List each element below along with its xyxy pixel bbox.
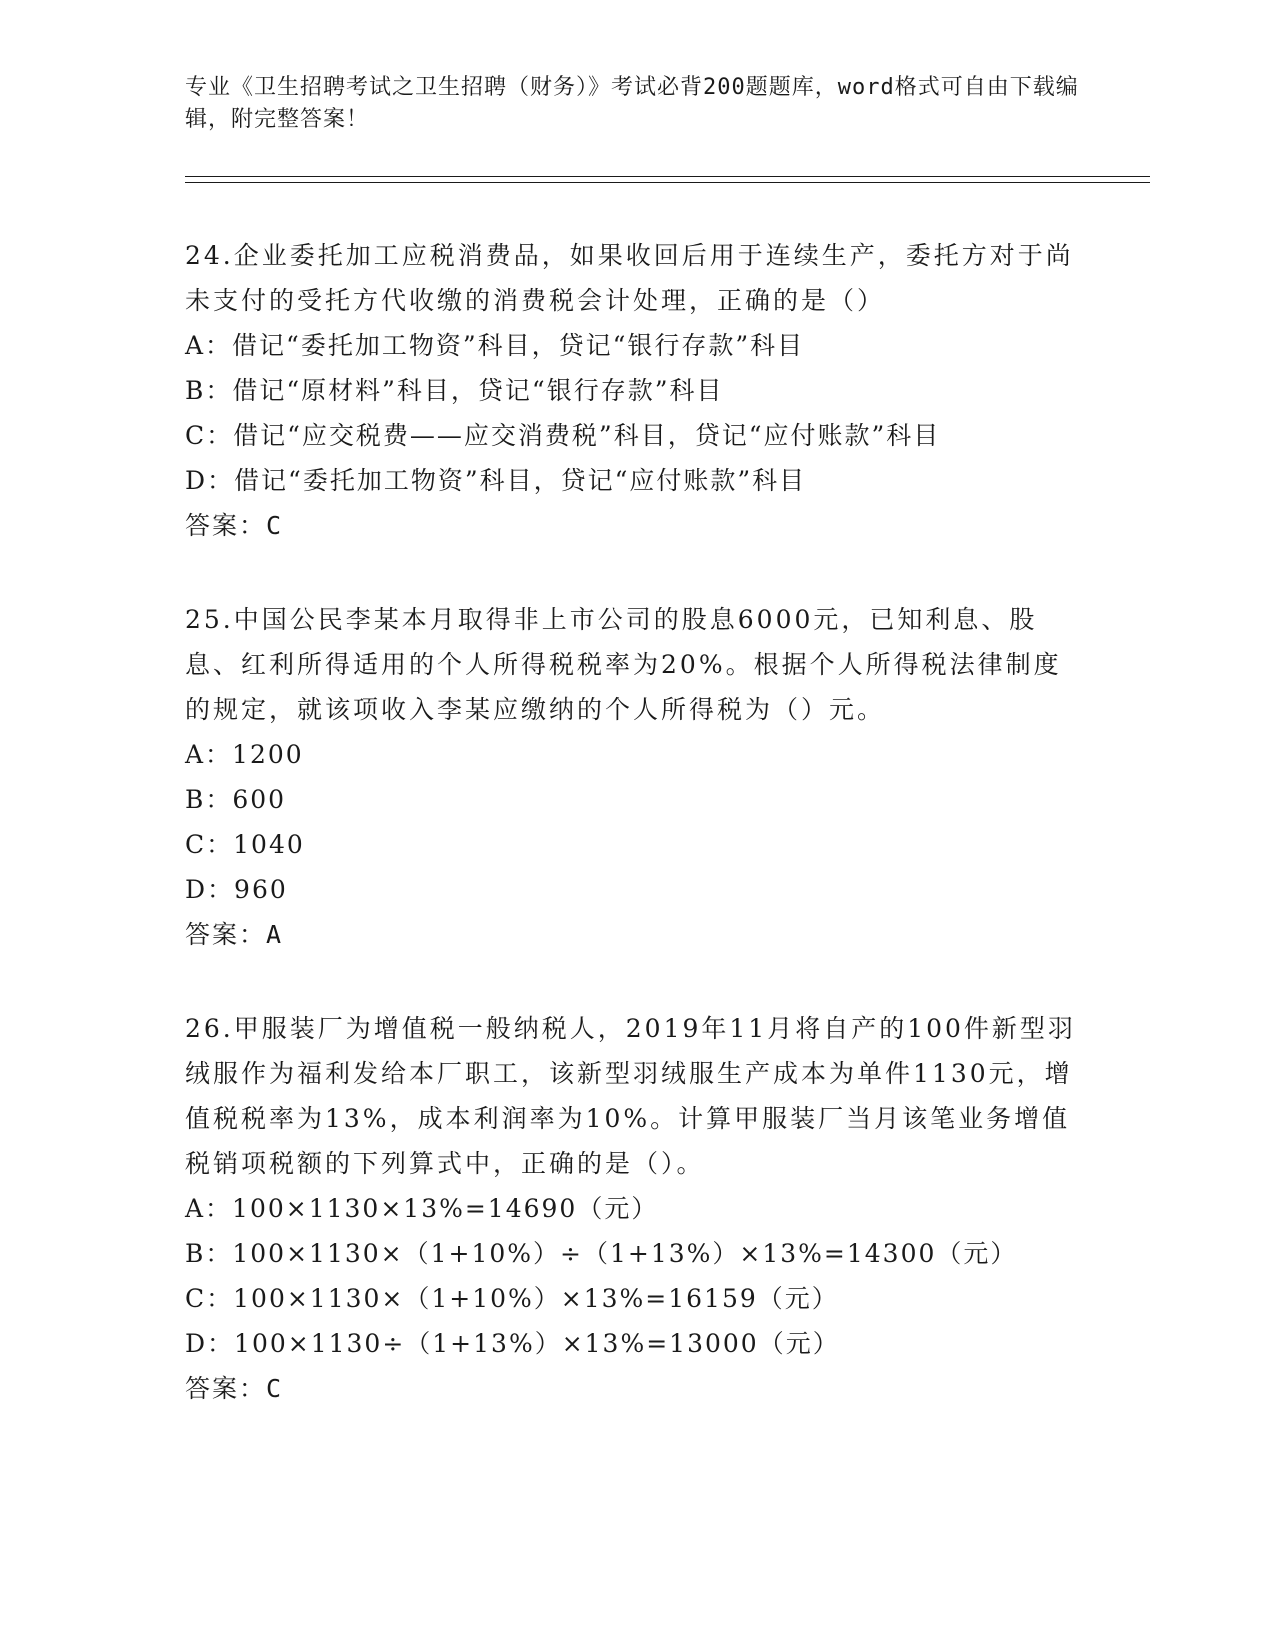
question-text: 24.企业委托加工应税消费品，如果收回后用于连续生产，委托方对于尚未支付的受托方代收缴的消费税会计处理，正确的是（）	[185, 241, 1074, 315]
option-c: C：100×1130×（1+10%）×13%=16159（元）	[185, 1284, 839, 1313]
question-text: 25.中国公民李某本月取得非上市公司的股息6000元，已知利息、股息、红利所得适用的个人所得税税率为20%。根据个人所得税法律制度的规定，就该项收入李某应缴纳的个人所得税为（）元。	[185, 605, 1062, 724]
option-b: B：借记“原材料”科目，贷记“银行存款”科目	[185, 376, 724, 405]
question-26	[185, 1006, 1085, 1411]
question-25	[185, 597, 1085, 957]
option-a: A：1200	[185, 740, 304, 769]
option-b: B：600	[185, 785, 287, 814]
document-intro: 专业《卫生招聘考试之卫生招聘（财务）》考试必背200题题库，word格式可自由下载编辑，附完整答案！	[185, 75, 1079, 132]
option-d: D：100×1130÷（1+13%）×13%=13000（元）	[185, 1329, 840, 1358]
header-divider-top	[185, 176, 1150, 177]
option-d: D：960	[185, 875, 288, 904]
option-a: A：100×1130×13%=14690（元）	[185, 1194, 659, 1223]
option-b: B：100×1130×（1+10%）÷（1+13%）×13%=14300（元）	[185, 1239, 1018, 1268]
question-text: 26.甲服装厂为增值税一般纳税人，2019年11月将自产的100件新型羽绒服作为福利发给本厂职工，该新型羽绒服生产成本为单件1130元，增值税税率为13%，成本利润率为10%。计算甲服装厂当月该笔业务增值税销项税额的下列算式中，正确的是（）。	[185, 1014, 1076, 1178]
answer: 答案：C	[185, 511, 284, 540]
question-24	[185, 233, 1085, 548]
answer: 答案：A	[185, 920, 284, 949]
option-c: C：借记“应交税费——应交消费税”科目，贷记“应付账款”科目	[185, 421, 941, 450]
option-a: A：借记“委托加工物资”科目，贷记“银行存款”科目	[185, 331, 805, 360]
header-divider-bottom	[185, 182, 1150, 183]
answer: 答案：C	[185, 1374, 284, 1403]
option-c: C：1040	[185, 830, 305, 859]
option-d: D：借记“委托加工物资”科目，贷记“应付账款”科目	[185, 466, 807, 495]
